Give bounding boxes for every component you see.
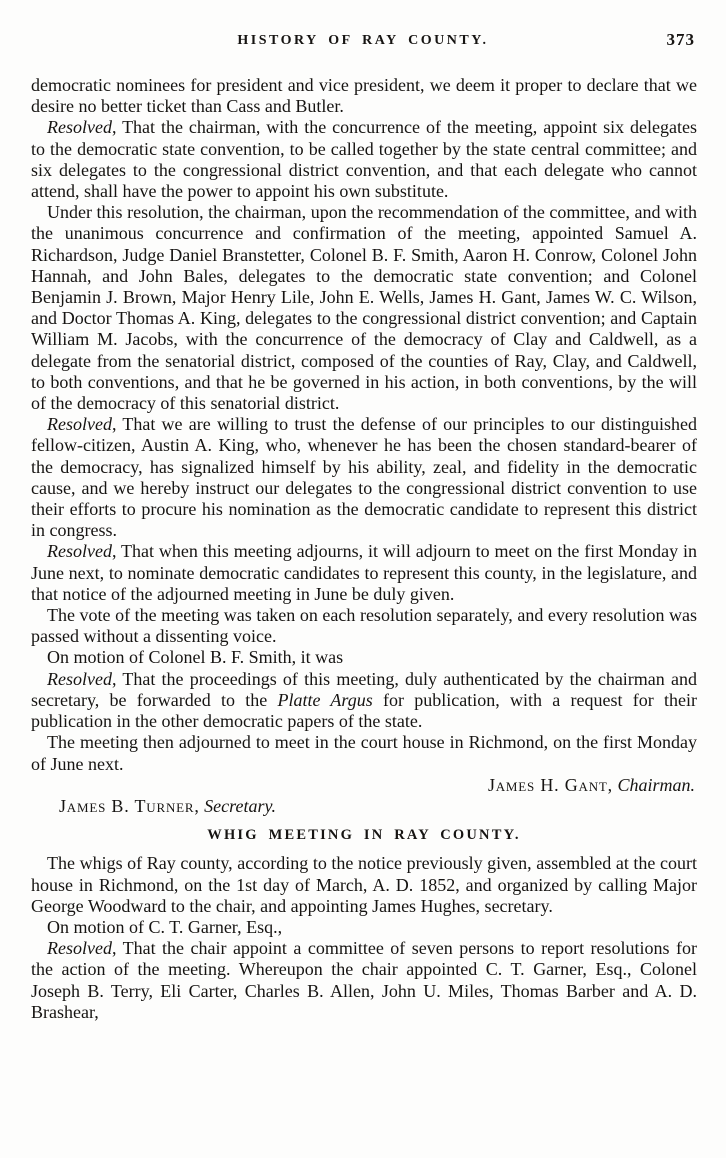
paragraph: [31, 541, 697, 605]
running-title: HISTORY OF RAY COUNTY.: [237, 33, 489, 48]
text-run: , That when this meeting adjourns, it will adjourn to meet on the first Monday in June next, to nominate democratic candidates to represent this county, in the legislature, and that notice of the adjourned meeting in June be duly given.: [31, 541, 697, 604]
paragraph: [31, 414, 697, 541]
italic-text: Resolved: [47, 938, 112, 959]
text-run: Under this resolution, the chairman, upon the recommendation of the committee, and with the unanimous concurrence and confirmation of the meeting, appointed Samuel A. Richardson, Judge Daniel Branstetter, Colonel B. F. Smith, Aaron H. Conrow, Colonel John Hannah, and John Bales, delegates to the democratic state convention; and Colonel Benjamin J. Brown, Major Henry Lile, John E. Wells, James H. Gant, James W. C. Wilson, and Doctor Thomas A. King, delegates to the congressional district convention; and Captain William M. Jacobs, with the concurrence of the democracy of Clay and Caldwell, as a delegate from the senatorial district, composed of the counties of Ray, Clay, and Caldwell, to both conventions, and that he be governed in his action, in both conventions, by the will of the democracy of this senatorial district.: [31, 202, 697, 414]
text-run: , That the chairman, with the concurrence of the meeting, appoint six delegates to the democratic state convention, to be called together by the state central committee; and six delegates to the congressional district convention, and that each delegate who cannot attend, shall have the power to appoint his own substitute.: [31, 117, 697, 202]
signature-left: [31, 796, 697, 817]
paragraph: [31, 853, 697, 917]
italic-text: Chairman.: [612, 774, 695, 795]
section-heading: [31, 825, 697, 846]
italic-text: Platte Argus: [277, 689, 373, 710]
text-run: The vote of the meeting was taken on each resolution separately, and every resolution was passed without a dissenting voice.: [31, 605, 697, 647]
signature-right: [31, 775, 697, 796]
text-run: WHIG MEETING IN RAY COUNTY.: [207, 827, 521, 844]
paragraph: [31, 75, 697, 117]
smallcaps-name: James B. Turner,: [59, 795, 200, 816]
italic-text: Resolved: [47, 414, 112, 435]
italic-text: Resolved: [47, 668, 112, 689]
page-header: [0, 30, 726, 53]
text-run: , That the chair appoint a committee of seven persons to report resolutions for the action of the meeting. Whereupon the chair appointed C. T. Garner, Esq., Colonel Joseph B. Terry, Eli Carter, Charles B. Allen, John U. Miles, Thomas Barber and A. D. Brashear,: [31, 938, 697, 1022]
text-run: for publication, with a request for their publication in the other democratic papers of the state.: [31, 689, 697, 732]
paragraph: [31, 117, 697, 202]
text-run: On motion of Colonel B. F. Smith, it was: [47, 647, 344, 668]
text-run: The whigs of Ray county, according to the notice previously given, assembled at the court house in Richmond, on the 1st day of March, A. D. 1852, and organized by calling Major George Woodward to the chair, and appointing James Hughes, secretary.: [31, 853, 697, 916]
paragraph: [31, 647, 697, 668]
text-run: , That the proceedings of this meeting, duly authenticated by the chairman and secretary, be forwarded to the: [31, 668, 697, 710]
paragraph: [31, 938, 697, 1023]
text-run: The meeting then adjourned to meet in the court house in Richmond, on the first Monday of June next.: [31, 732, 697, 774]
paragraph: [31, 669, 697, 733]
text-run: On motion of C. T. Garner, Esq.,: [47, 916, 283, 937]
paragraph: [31, 202, 697, 414]
text-run: democratic nominees for president and vice president, we deem it proper to declare that we desire no better ticket than Cass and Butler.: [31, 75, 697, 117]
smallcaps-name: James H. Gant,: [487, 774, 613, 795]
paragraph: [31, 732, 697, 774]
paragraph: [31, 917, 697, 938]
italic-text: Resolved: [47, 541, 112, 562]
italic-text: Resolved: [47, 117, 112, 138]
page-number: 373: [666, 30, 695, 49]
italic-text: Secretary.: [199, 795, 276, 816]
page-body: [31, 75, 697, 1023]
text-run: , That we are willing to trust the defense of our principles to our distinguished fellow-citizen, Austin A. King, who, whenever he has been the chosen standard-bearer of the democracy, has signalized himself by his ability, zeal, and fidelity in the democratic cause, and we hereby instruct our delegates to the congressional district convention to use their efforts to procure his nomination as the democratic candidate to represent this district in congress.: [31, 414, 697, 541]
paragraph: [31, 605, 697, 647]
